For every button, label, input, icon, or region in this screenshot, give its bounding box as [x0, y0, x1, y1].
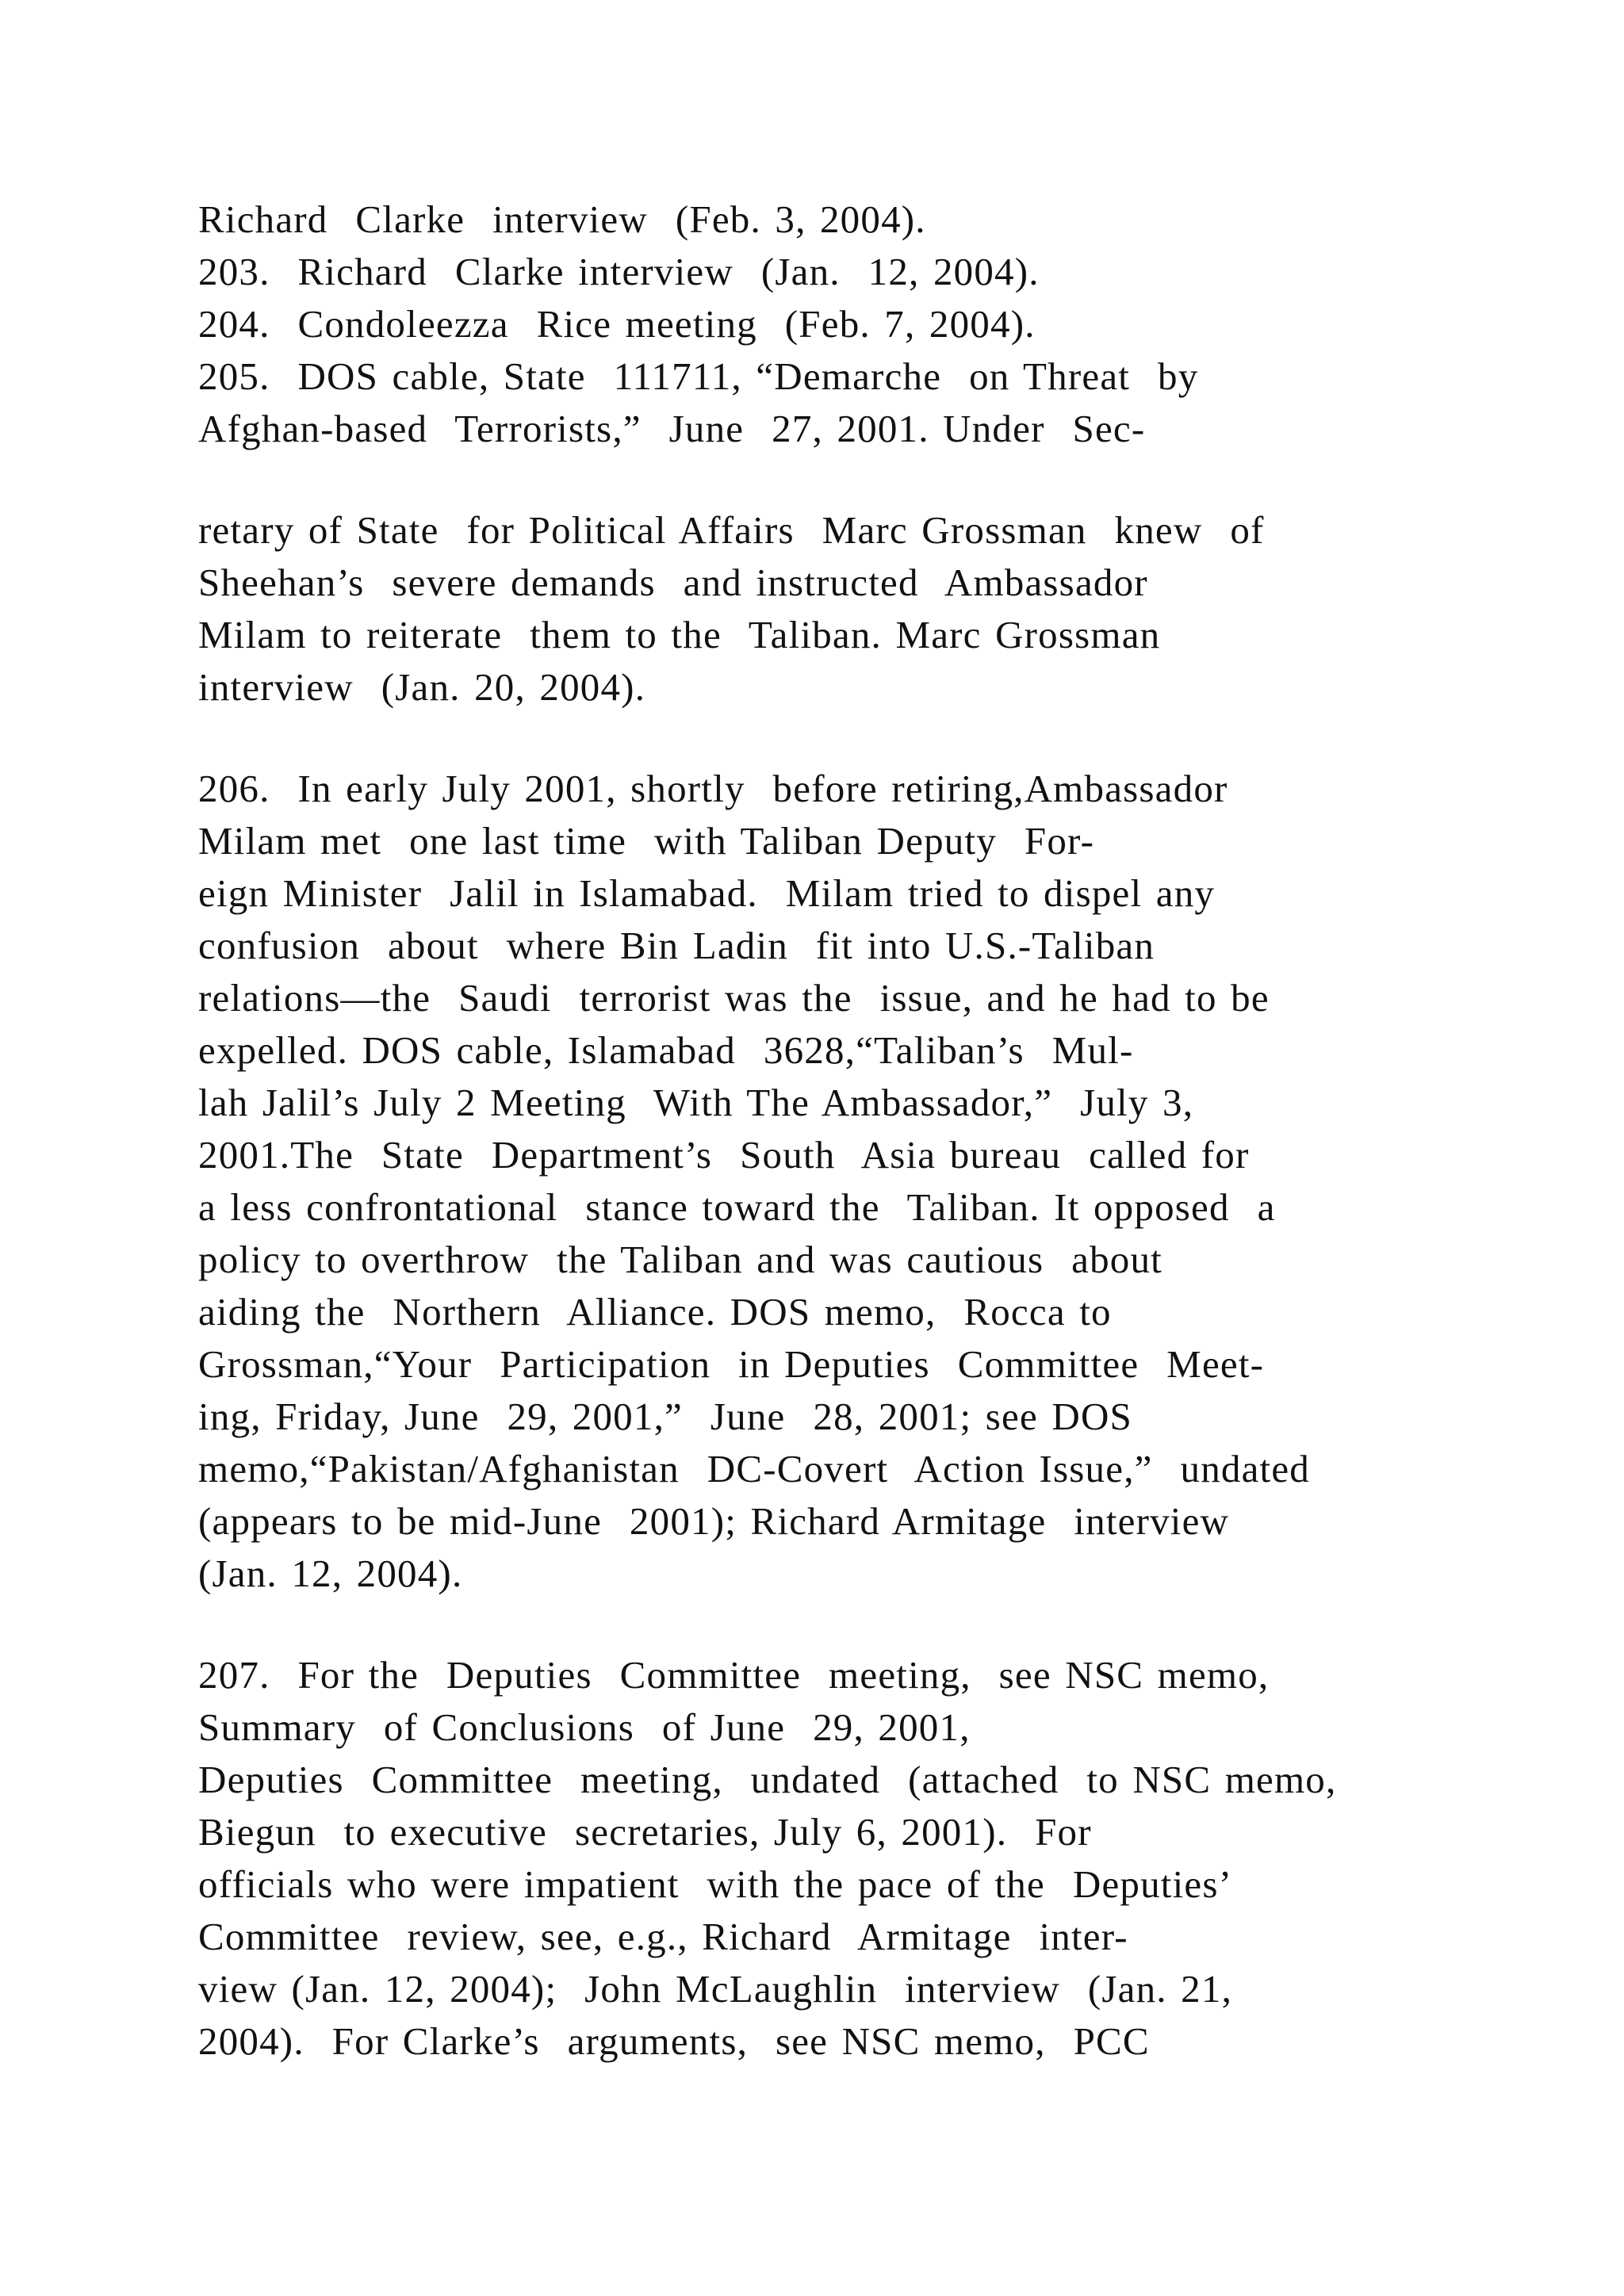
text-line: relations—the Saudi terrorist was the issue, and he had to be: [198, 976, 1270, 1020]
text-line: eign Minister Jalil in Islamabad. Milam tried to dispel any: [198, 871, 1216, 915]
text-line: policy to overthrow the Taliban and was cautious about: [198, 1238, 1162, 1281]
paragraph-gap: [198, 714, 1530, 763]
text-line: (appears to be mid-June 2001); Richard Armitage interview: [198, 1499, 1230, 1543]
text-line: officials who were impatient with the pace of the Deputies’: [198, 1862, 1233, 1906]
text-line: Milam to reiterate them to the Taliban. Marc Grossman: [198, 613, 1161, 656]
text-line: memo,“Pakistan/Afghanistan DC-Covert Action Issue,” undated: [198, 1447, 1311, 1490]
paragraph-gap: [198, 1600, 1530, 1649]
text-line: expelled. DOS cable, Islamabad 3628,“Taliban’s Mul-: [198, 1028, 1134, 1072]
text-line: 204. Condoleezza Rice meeting (Feb. 7, 2004).: [198, 302, 1036, 346]
text-line: 206. In early July 2001, shortly before retiring,Ambassador: [198, 767, 1228, 810]
paragraph-gap: [198, 455, 1530, 504]
text-line: (Jan. 12, 2004).: [198, 1552, 463, 1595]
text-line: lah Jalil’s July 2 Meeting With The Ambassador,” July 3,: [198, 1081, 1194, 1124]
text-line: Afghan-based Terrorists,” June 27, 2001. Under Sec-: [198, 407, 1146, 450]
text-line: 203. Richard Clarke interview (Jan. 12, 2004).: [198, 250, 1040, 293]
text-line: Committee review, see, e.g., Richard Armitage inter-: [198, 1915, 1128, 1958]
text-line: Biegun to executive secretaries, July 6, 2001). For: [198, 1810, 1092, 1854]
text-line: 207. For the Deputies Committee meeting, see NSC memo,: [198, 1653, 1270, 1697]
text-line: 205. DOS cable, State 111711, “Demarche on Threat by: [198, 354, 1199, 398]
text-line: Milam met one last time with Taliban Deputy For-: [198, 819, 1095, 863]
paragraph-note-205-continued: [198, 504, 1530, 714]
text-line: Richard Clarke interview (Feb. 3, 2004).: [198, 197, 926, 241]
text-line: retary of State for Political Affairs Marc Grossman knew of: [198, 508, 1265, 552]
text-line: Sheehan’s severe demands and instructed Ambassador: [198, 561, 1148, 604]
text-line: confusion about where Bin Ladin fit into U.S.-Taliban: [198, 924, 1155, 967]
text-line: Summary of Conclusions of June 29, 2001,: [198, 1705, 971, 1749]
text-line: ing, Friday, June 29, 2001,” June 28, 2001; see DOS: [198, 1395, 1132, 1438]
text-line: a less confrontational stance toward the Taliban. It opposed a: [198, 1185, 1276, 1229]
text-line: aiding the Northern Alliance. DOS memo, Rocca to: [198, 1290, 1112, 1334]
paragraph-note-207: [198, 1649, 1530, 2068]
text-line: view (Jan. 12, 2004); John McLaughlin interview (Jan. 21,: [198, 1967, 1233, 2011]
text-line: Deputies Committee meeting, undated (attached to NSC memo,: [198, 1758, 1337, 1801]
endnotes-text: [198, 193, 1530, 2068]
text-line: interview (Jan. 20, 2004).: [198, 665, 646, 709]
paragraph-notes-202-205: [198, 193, 1530, 455]
text-line: 2004). For Clarke’s arguments, see NSC memo, PCC: [198, 2019, 1150, 2063]
paragraph-note-206: [198, 763, 1530, 1600]
text-line: Grossman,“Your Participation in Deputies Committee Meet-: [198, 1342, 1265, 1386]
text-line: 2001.The State Department’s South Asia bureau called for: [198, 1133, 1250, 1177]
